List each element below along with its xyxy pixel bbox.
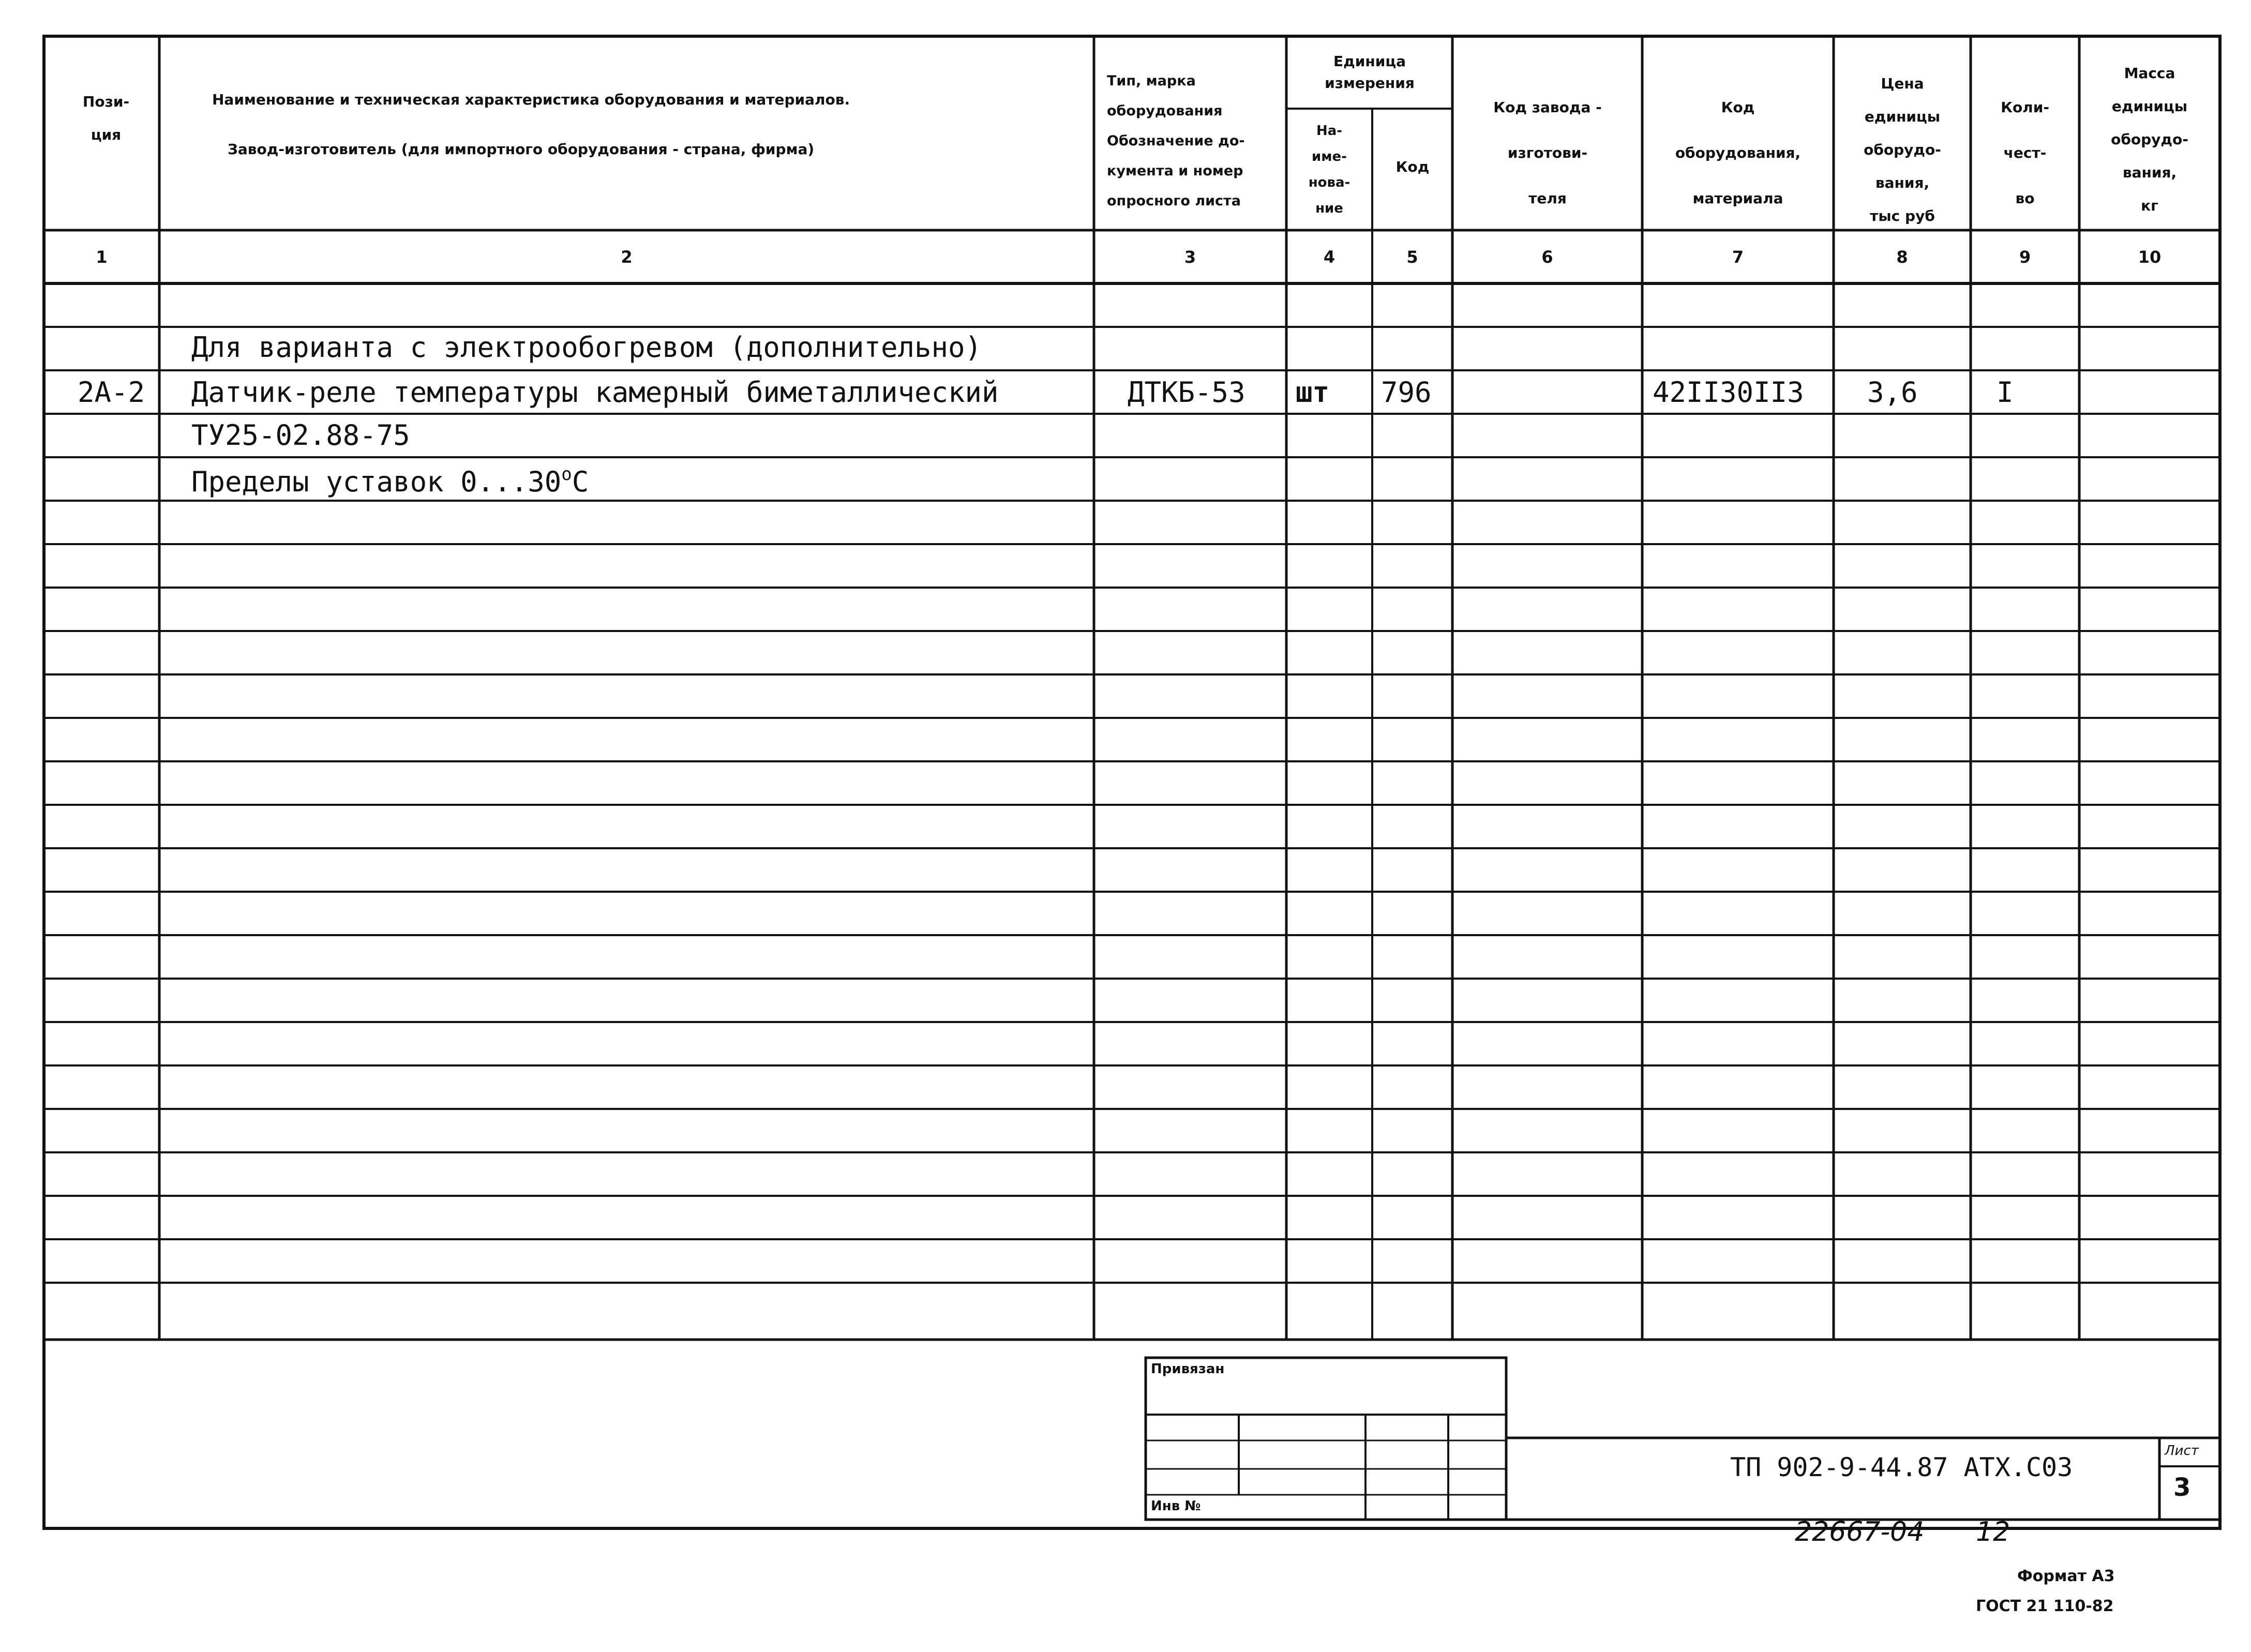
- row-range: Пределы уставок $0...30^оС$: [191, 464, 589, 498]
- column-number-2: 2: [621, 247, 633, 267]
- column-number-5: 5: [1406, 247, 1418, 267]
- column-number-10: 10: [2138, 247, 2162, 267]
- header-unit-code: Код: [1395, 158, 1430, 175]
- variant-note: Для варианта с электрообогревом (дополнительно): [191, 331, 982, 364]
- row-unit: шт: [1296, 376, 1330, 409]
- header-equipment-code: Код оборудования, материала: [1675, 99, 1801, 207]
- row-name: Датчик-реле температуры камерный биметаллический: [191, 376, 999, 409]
- header-factory-code: Код завода - изготови- теля: [1493, 99, 1602, 207]
- row-quantity: I: [1997, 376, 2014, 409]
- column-number-8: 8: [1896, 247, 1908, 267]
- header-type: Тип, марка оборудования Обозначение до- кумента и номер опросного листа: [1107, 73, 1245, 209]
- header-name-line1: Наименование и техническая характеристика оборудования и материалов.: [212, 91, 850, 108]
- column-number-4: 4: [1323, 247, 1335, 267]
- row-equipment-code: 42II30II3: [1653, 376, 1804, 409]
- row-type: ДТКБ-53: [1128, 376, 1245, 409]
- stamp-inventory-label: Инв №: [1151, 1498, 1201, 1514]
- header-quantity: Коли- чест- во: [2001, 99, 2049, 207]
- header-unit-name: На- име- нова- ние: [1308, 123, 1350, 216]
- handwritten-number: 22667-04: [1795, 1516, 1925, 1548]
- sheet-number: 3: [2173, 1473, 2191, 1502]
- header-mass: Масса единицы оборудо- вания, кг: [2111, 65, 2188, 214]
- header-price: Цена единицы оборудо- вания, тыс руб: [1864, 75, 1941, 224]
- handwritten-page: 12: [1976, 1516, 2010, 1548]
- column-number-9: 9: [2019, 247, 2031, 267]
- header-name-line2: Завод-изготовитель (для импортного оборудования - страна, фирма): [228, 141, 815, 158]
- column-number-6: 6: [1541, 247, 1553, 267]
- row-unit-code: 796: [1381, 376, 1432, 409]
- gost-label: ГОСТ 21 110-82: [1976, 1597, 2114, 1615]
- row-price: 3,6: [1867, 376, 1918, 409]
- document-code: ТП 902-9-44.87 АТХ.С03: [1730, 1452, 2073, 1482]
- header-position: Пози- ция: [82, 93, 130, 143]
- sheet-label: Лист: [2165, 1443, 2199, 1459]
- header-unit-group: Единица измерения: [1325, 53, 1415, 92]
- column-number-7: 7: [1732, 247, 1744, 267]
- row-position: 2А-2: [78, 376, 145, 409]
- column-number-3: 3: [1184, 247, 1196, 267]
- column-number-1: 1: [96, 247, 108, 267]
- format-label: Формат А3: [2017, 1567, 2115, 1585]
- row-spec: ТУ25-02.88-75: [191, 419, 410, 452]
- stamp-attached-label: Привязан: [1151, 1361, 1225, 1377]
